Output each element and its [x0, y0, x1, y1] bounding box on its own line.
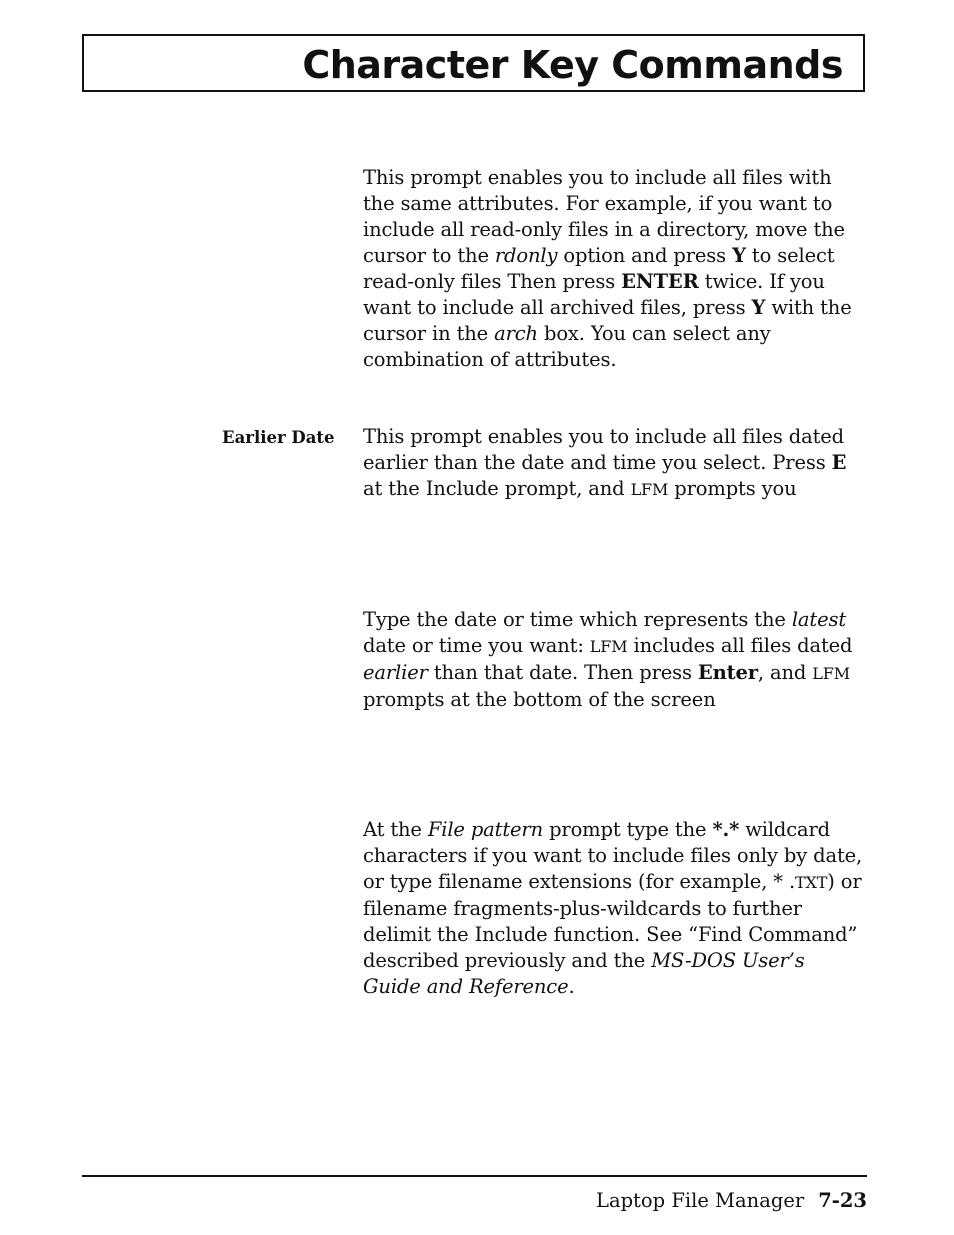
footer-rule [82, 1175, 867, 1177]
text-run: . [568, 975, 575, 998]
page-number: 7-23 [818, 1189, 867, 1212]
key-y: Y [751, 296, 766, 319]
text-run: includes all files dated [627, 634, 853, 657]
rdonly-term: rdonly [494, 244, 558, 267]
text-run: date or time you want: [363, 634, 590, 657]
text-run: twice. If you want to include all archived files, press [363, 270, 825, 319]
lfm-abbrev: LFM [630, 480, 669, 499]
page-title: Character Key Commands [302, 43, 843, 87]
lfm-abbrev: LFM [589, 637, 628, 656]
text-run: This prompt enables you to include all files dated earlier than the date and time you select. Press [363, 425, 844, 474]
text-run: prompts at the bottom of the screen [363, 688, 716, 711]
text-run: This prompt enables you to include all files with the same attributes. For example, if you want to include all read-only files in a directory, move the cursor to the [363, 166, 845, 267]
key-enter: Enter [697, 661, 758, 684]
earlier-date-paragraph [363, 424, 863, 503]
footer-book-title: Laptop File Manager [596, 1189, 805, 1212]
text-run: prompt type the [543, 818, 713, 841]
date-entry-paragraph [363, 607, 863, 713]
text-run: Type the date or time which represents the [363, 608, 792, 631]
arch-term: arch [494, 322, 538, 345]
file-pattern-paragraph [363, 817, 863, 1000]
text-run: option and press [557, 244, 733, 267]
earlier-date-label: Earlier Date [222, 428, 335, 447]
key-e: E [831, 451, 847, 474]
text-run: wildcard characters if you want to include files only by date, or type filename extensions (for example, * . [363, 818, 863, 893]
txt-extension: TXT [795, 873, 828, 892]
text-run: than that date. Then press [427, 661, 698, 684]
page-footer [596, 1187, 867, 1215]
latest-term: latest [791, 608, 847, 631]
text-run: prompts you [668, 477, 797, 500]
ms-dos-guide-title: MS-DOS User’s Guide and Reference [363, 949, 805, 998]
text-run: to select read-only files Then press [363, 244, 835, 293]
title-box [82, 34, 865, 92]
wildcard-text: *.* [712, 818, 740, 841]
key-y: Y [732, 244, 746, 267]
text-run: At the [363, 818, 428, 841]
text-run: , and [757, 661, 813, 684]
key-enter: ENTER [621, 270, 699, 293]
file-pattern-term: File pattern [427, 818, 544, 841]
text-run: ) or filename fragments-plus-wildcards to further delimit the Include function. See “Find Command” described previously and the [363, 870, 862, 972]
attributes-paragraph [363, 165, 863, 373]
text-run: with the cursor in the [363, 296, 852, 345]
lfm-abbrev: LFM [812, 664, 850, 683]
earlier-term: earlier [363, 661, 428, 684]
text-run: at the Include prompt, and [363, 477, 631, 500]
text-run: box. You can select any combination of attributes. [363, 322, 771, 371]
